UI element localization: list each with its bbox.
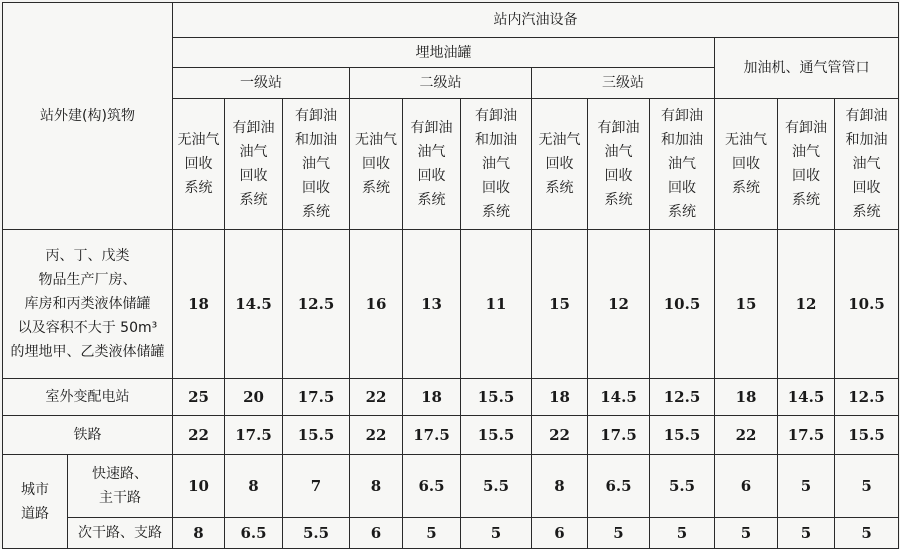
value-cell: 5 (835, 518, 899, 549)
value-cell: 15.5 (650, 416, 715, 455)
value-cell: 13 (403, 230, 461, 379)
sub-column-header-line: 系统 (732, 180, 760, 196)
sub-column-header-line: 回收 (668, 180, 696, 196)
value-cell: 11 (461, 230, 532, 379)
value-cell: 20 (225, 379, 283, 416)
sub-column-header-line: 油气 (792, 144, 820, 160)
value-cell: 8 (225, 455, 283, 518)
sub-column-header-line: 无油气 (355, 132, 397, 148)
road-type-label-line: 次干路、支路 (78, 525, 162, 541)
sub-column-header-line: 回收 (545, 156, 574, 172)
sub-column-header-line: 系统 (668, 204, 696, 220)
main-header: 站内汽油设备 (173, 3, 899, 38)
value-cell: 17.5 (588, 416, 650, 455)
sub-column-header (225, 99, 283, 230)
value-cell: 5.5 (283, 518, 350, 549)
sub-column-header-line: 系统 (792, 192, 820, 208)
sub-column-header-line: 回收 (184, 156, 213, 172)
value-cell: 5.5 (461, 455, 532, 518)
sub-column-header (173, 99, 225, 230)
sub-column-header-line: 和加油 (661, 132, 703, 148)
sub-column-header-line: 有卸油 (410, 120, 453, 136)
value-cell: 16 (350, 230, 403, 379)
sub-column-header-line: 有卸油 (845, 108, 888, 124)
road-type-label-line: 主干路 (99, 490, 141, 506)
road-type-label (68, 455, 173, 518)
sub-column-header-line: 油气 (239, 144, 268, 160)
value-cell: 17.5 (283, 379, 350, 416)
value-cell: 15.5 (835, 416, 899, 455)
value-cell: 18 (173, 230, 225, 379)
sub-column-header-line: 系统 (545, 180, 574, 196)
value-cell: 5 (778, 518, 835, 549)
sub-column-header-line: 油气 (417, 144, 446, 160)
sub-column-header-line: 回收 (362, 156, 390, 172)
value-cell: 18 (715, 379, 778, 416)
value-cell: 6 (350, 518, 403, 549)
sub-column-header (778, 99, 835, 230)
sub-column-header-line: 油气 (302, 156, 330, 172)
value-cell: 12 (778, 230, 835, 379)
grade-header: 二级站 (350, 68, 532, 99)
value-cell: 17.5 (778, 416, 835, 455)
row-label-line: 丙、丁、戊类 (45, 248, 130, 264)
value-cell: 5 (650, 518, 715, 549)
sub-column-header-line: 无油气 (177, 132, 220, 148)
sub-column-header (461, 99, 532, 230)
sub-column-header-line: 回收 (604, 168, 633, 184)
value-cell: 5 (715, 518, 778, 549)
value-cell: 6 (532, 518, 588, 549)
sub-column-header-line: 有卸油 (295, 108, 337, 124)
sub-column-header-line: 回收 (302, 180, 330, 196)
distance-table (2, 2, 899, 549)
sub-column-header-line: 油气 (482, 156, 510, 172)
value-cell: 10 (173, 455, 225, 518)
grade-header: 三级站 (532, 68, 715, 99)
sub-column-header-line: 系统 (239, 192, 268, 208)
value-cell: 6.5 (403, 455, 461, 518)
row-label (3, 230, 173, 379)
sub-column-header-line: 油气 (852, 156, 881, 172)
sub-column-header-line: 系统 (852, 204, 881, 220)
value-cell: 7 (283, 455, 350, 518)
value-cell: 22 (173, 416, 225, 455)
sub-column-header-line: 回收 (417, 168, 446, 184)
value-cell: 15.5 (461, 416, 532, 455)
sub-column-header-line: 回收 (852, 180, 881, 196)
urban-road-label-line: 城市 (21, 481, 49, 498)
grade-header: 一级站 (173, 68, 350, 99)
row-label-line: 铁路 (73, 427, 102, 443)
value-cell: 18 (532, 379, 588, 416)
value-cell: 10.5 (835, 230, 899, 379)
sub-column-header-line: 回收 (239, 168, 268, 184)
sub-column-header (588, 99, 650, 230)
value-cell: 5 (403, 518, 461, 549)
sub-column-header (715, 99, 778, 230)
sub-column-header-line: 和加油 (295, 132, 337, 148)
value-cell: 6.5 (588, 455, 650, 518)
value-cell: 12.5 (650, 379, 715, 416)
row-label-line: 室外变配电站 (45, 389, 130, 405)
row-label-line: 以及容积不大于 50m³ (17, 320, 158, 336)
sub-column-header-line: 有卸油 (785, 120, 827, 136)
row-label (3, 379, 173, 416)
row-label-line: 库房和丙类液体储罐 (24, 296, 151, 312)
sub-column-header (650, 99, 715, 230)
value-cell: 25 (173, 379, 225, 416)
value-cell: 12.5 (283, 230, 350, 379)
sub-column-header-line: 有卸油 (661, 108, 703, 124)
value-cell: 5 (835, 455, 899, 518)
value-cell: 17.5 (403, 416, 461, 455)
value-cell: 8 (532, 455, 588, 518)
value-cell: 15.5 (461, 379, 532, 416)
sub-column-header (532, 99, 588, 230)
value-cell: 18 (403, 379, 461, 416)
road-type-label-line: 快速路、 (92, 466, 148, 482)
sub-column-header-line: 和加油 (475, 132, 517, 148)
tank-group-header: 埋地油罐 (173, 38, 715, 68)
value-cell: 12.5 (835, 379, 899, 416)
value-cell: 22 (350, 416, 403, 455)
sub-column-header-line: 系统 (184, 180, 213, 196)
sub-column-header-line: 和加油 (845, 132, 888, 148)
value-cell: 10.5 (650, 230, 715, 379)
value-cell: 8 (173, 518, 225, 549)
sub-column-header (403, 99, 461, 230)
value-cell: 12 (588, 230, 650, 379)
sub-column-header-line: 无油气 (725, 132, 767, 148)
row-label-line: 物品生产厂房、 (38, 272, 137, 288)
row-label-line: 的埋地甲、乙类液体储罐 (10, 344, 165, 360)
value-cell: 5 (588, 518, 650, 549)
sub-column-header-line: 有卸油 (475, 108, 517, 124)
value-cell: 6.5 (225, 518, 283, 549)
sub-column-header-line: 无油气 (538, 132, 581, 148)
sub-column-header-line: 回收 (792, 168, 820, 184)
sub-column-header-line: 油气 (604, 144, 633, 160)
value-cell: 15 (532, 230, 588, 379)
sub-column-header-line: 回收 (482, 180, 510, 196)
value-cell: 5 (778, 455, 835, 518)
urban-road-label (3, 455, 68, 549)
sub-column-header-line: 系统 (362, 180, 390, 196)
value-cell: 6 (715, 455, 778, 518)
value-cell: 15 (715, 230, 778, 379)
value-cell: 15.5 (283, 416, 350, 455)
sub-column-header-line: 系统 (417, 192, 446, 208)
value-cell: 8 (350, 455, 403, 518)
value-cell: 22 (715, 416, 778, 455)
row-heading: 站外建(构)筑物 (3, 3, 173, 230)
sub-column-header (283, 99, 350, 230)
value-cell: 5 (461, 518, 532, 549)
dispenser-group-header: 加油机、通气管管口 (715, 38, 899, 99)
value-cell: 5.5 (650, 455, 715, 518)
sub-column-header-line: 系统 (482, 204, 510, 220)
sub-column-header-line: 系统 (604, 192, 633, 208)
value-cell: 22 (350, 379, 403, 416)
value-cell: 14.5 (588, 379, 650, 416)
value-cell: 14.5 (778, 379, 835, 416)
sub-column-header-line: 油气 (668, 156, 696, 172)
value-cell: 17.5 (225, 416, 283, 455)
value-cell: 14.5 (225, 230, 283, 379)
sub-column-header-line: 有卸油 (232, 120, 275, 136)
sub-column-header-line: 系统 (302, 204, 330, 220)
sub-column-header (835, 99, 899, 230)
value-cell: 22 (532, 416, 588, 455)
sub-column-header-line: 回收 (732, 156, 760, 172)
urban-road-label-line: 道路 (21, 505, 49, 522)
row-label (3, 416, 173, 455)
sub-column-header (350, 99, 403, 230)
sub-column-header-line: 有卸油 (597, 120, 640, 136)
